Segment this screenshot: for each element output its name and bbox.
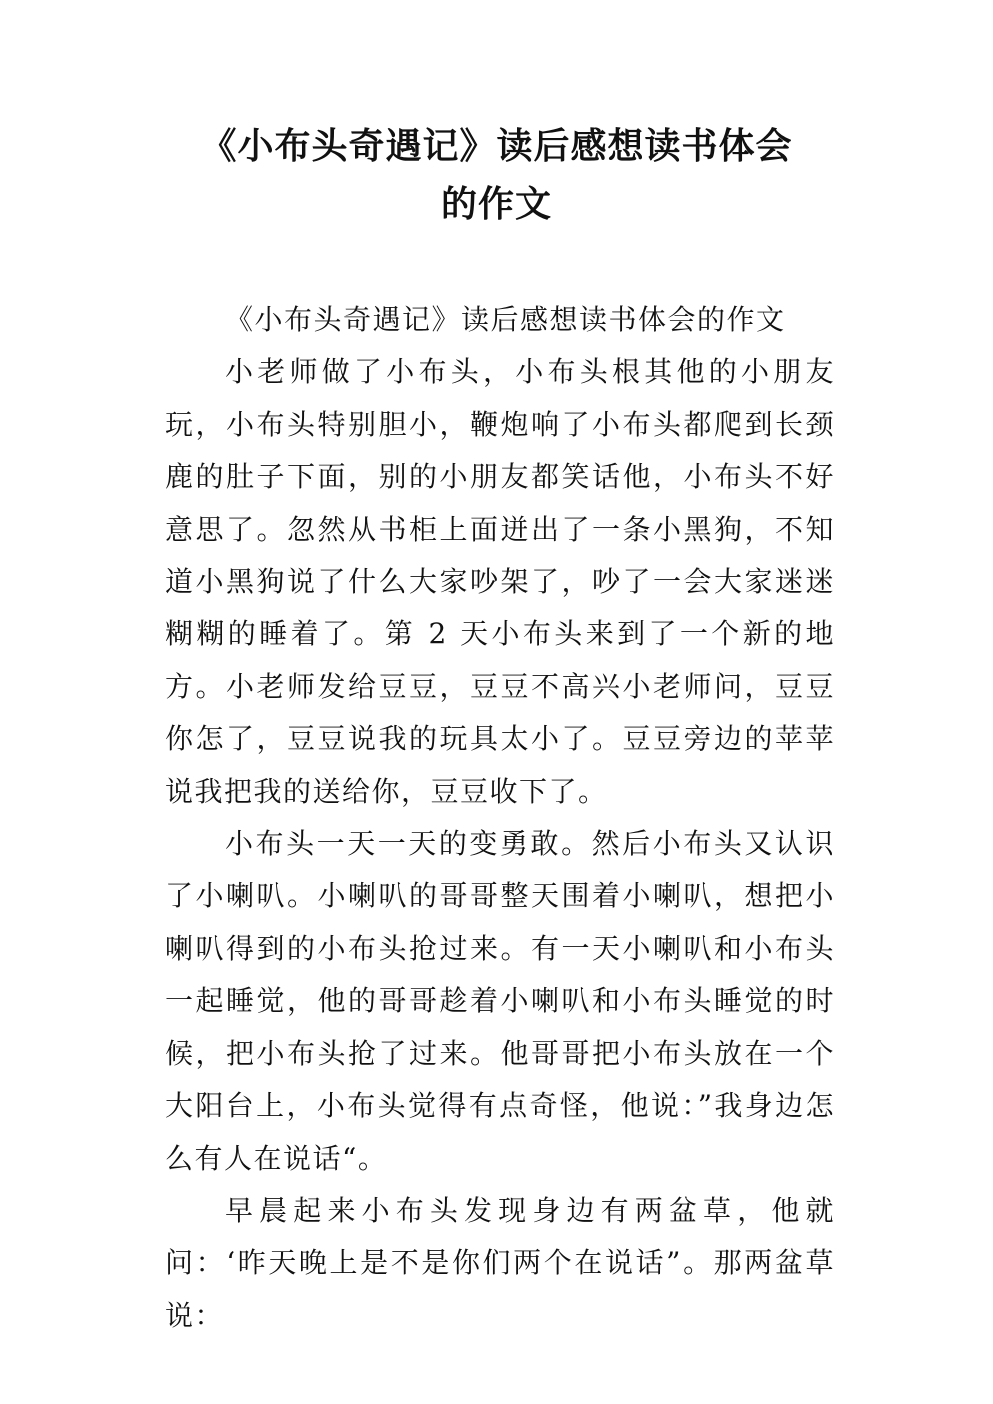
paragraph-1: 小老师做了小布头，小布头根其他的小朋友玩，小布头特别胆小，鞭炮响了小布头都爬到长颈鹿的肚子下面，别的小朋友都笑话他，小布头不好意思了。忽然从书柜上面迸出了一条小黑狗，不知道小黑狗说了什么大家吵架了，吵了一会大家迷迷糊糊的睡着了。第 2 天小布头来到了一个新的地方。小老师发给豆豆，豆豆不高兴小老师问，豆豆你怎了，豆豆说我的玩具太小了。豆豆旁边的苹苹说我把我的送给你，豆豆收下了。 xyxy=(165,355,835,808)
title-line-2: 的作文 xyxy=(440,184,552,225)
paragraph-2: 小布头一天一天的变勇敢。然后小布头又认识了小喇叭。小喇叭的哥哥整天围着小喇叭，想把小喇叭得到的小布头抢过来。有一天小喇叭和小布头一起睡觉，他的哥哥趁着小喇叭和小布头睡觉的时候，把小布头抢了过来。他哥哥把小布头放在一个大阳台上，小布头觉得有点奇怪，他说：”我身边怎么有人在说话“。 xyxy=(165,827,835,1175)
page-title xyxy=(120,118,873,234)
document-body xyxy=(165,294,835,1342)
paragraph-3: 早晨起来小布头发现身边有两盆草，他就问：‘昨天晚上是不是你们两个在说话”。那两盆草说： xyxy=(165,1193,835,1332)
essay-subtitle: 《小布头奇遇记》读后感想读书体会的作文 xyxy=(225,303,786,336)
title-line-1: 《小布头奇遇记》读后感想读书体会 xyxy=(200,126,793,167)
